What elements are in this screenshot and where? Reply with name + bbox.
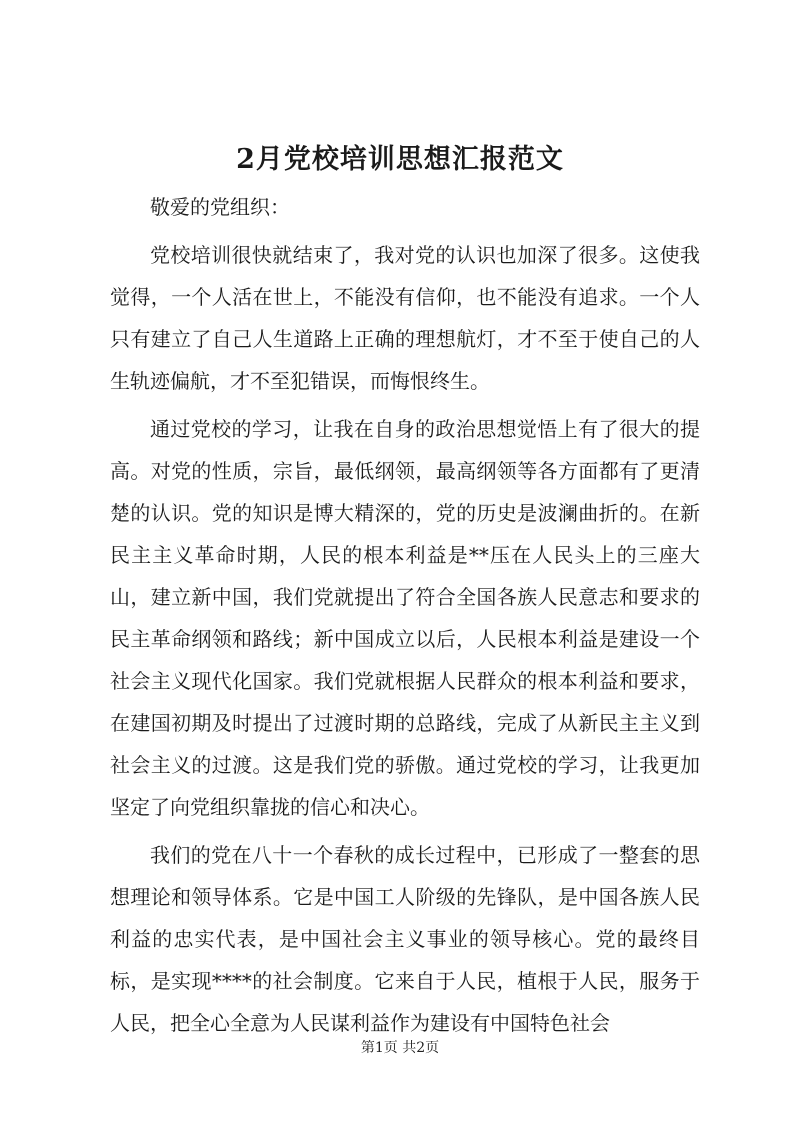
- document-title: 2月党校培训思想汇报范文: [236, 144, 564, 175]
- salutation: 敬爱的党组织：: [150, 195, 290, 219]
- paragraph-1: 党校培训很快就结束了，我对党的认识也加深了很多。这使我觉得，一个人活在世上，不能没有信仰，也不能没有追求。一个人只有建立了自己人生道路上正确的理想航灯，才不至于使自己的人生轨迹偏航，才不至犯错误，而悔恨终生。: [110, 243, 700, 393]
- paragraph-2: 通过党校的学习，让我在自身的政治思想觉悟上有了很大的提高。对党的性质，宗旨，最低纲领，最高纲领等各方面都有了更清楚的认识。党的知识是博大精深的，党的历史是波澜曲折的。在新民主主义革命时期，人民的根本利益是**压在人民头上的三座大山，建立新中国，我们党就提出了符合全国各族人民意志和要求的民主革命纲领和路线；新中国成立以后，人民根本利益是建设一个社会主义现代化国家。我们党就根据人民群众的根本利益和要求，在建国初期及时提出了过渡时期的总路线，完成了从新民主主义到社会主义的过渡。这是我们党的骄傲。通过党校的学习，让我更加坚定了向党组织靠拢的信心和决心。: [110, 417, 700, 819]
- page-footer: 第1页 共2页: [360, 1040, 440, 1056]
- paragraph-3: 我们的党在八十一个春秋的成长过程中，已形成了一整套的思想理论和领导体系。它是中国工人阶级的先锋队，是中国各族人民利益的忠实代表，是中国社会主义事业的领导核心。党的最终目标，是实现****的社会制度。它来自于人民，植根于人民，服务于人民，把全心全意为人民谋利益作为建设有中国特色社会: [110, 843, 700, 1035]
- document-body: [110, 186, 700, 1050]
